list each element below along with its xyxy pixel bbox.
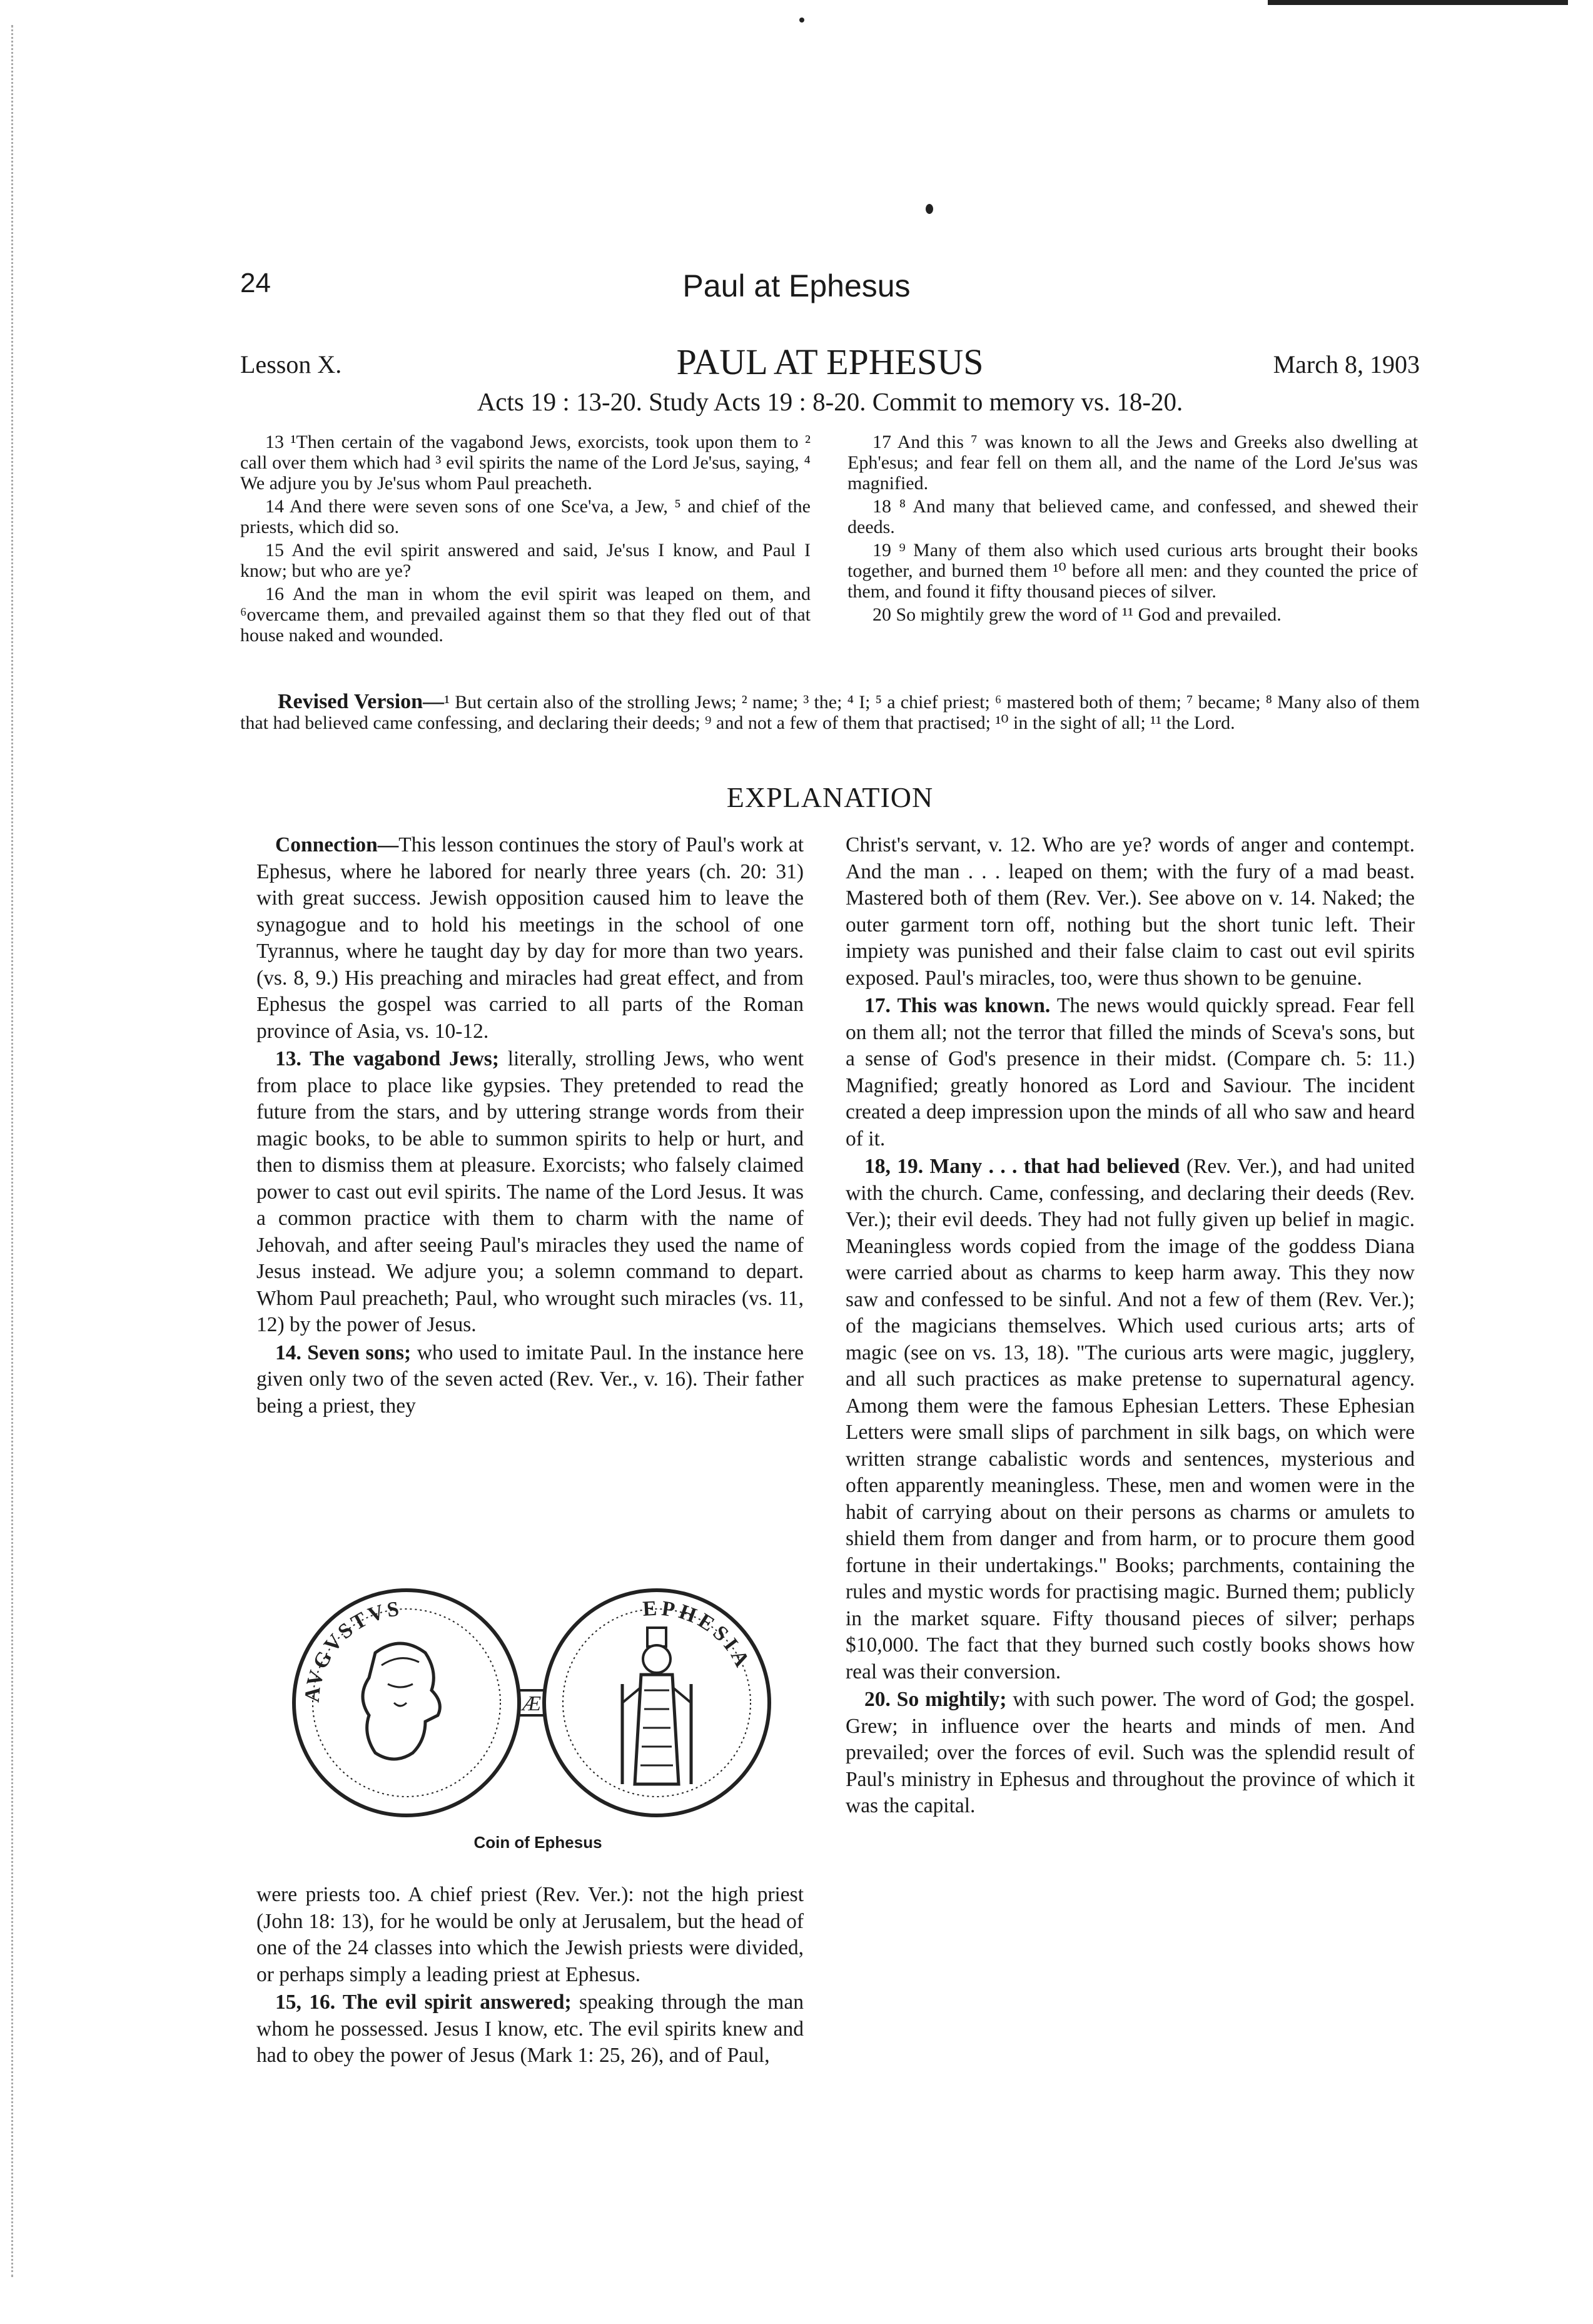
paragraph xyxy=(846,993,1415,1152)
paragraph xyxy=(846,1687,1415,1820)
paragraph-text: Christ's servant, v. 12. Who are ye? words of anger and contempt. And the man . . . leaped on them; with the fury of a mad beast. Mastered both of them (Rev. Ver.). See above on v. 14. Naked; the outer garment torn off, nothing but the short tunic left. Their impiety was punished and their false claim to cast out evil spirits exposed. Paul's miracles, too, were thus shown to be genuine. xyxy=(846,833,1415,990)
paragraph-lead: 18, 19. Many . . . that had believed xyxy=(864,1155,1180,1178)
paragraph-text: with such power. The word of God; the gospel. Grew; in influence over the hearts and minds of men. And prevailed; over the forces of evil. Such was the splendid result of Paul's ministry in Ephesus and throughout the province of which it was the capital. xyxy=(846,1688,1415,1817)
paragraph-text: (Rev. Ver.), and had united with the church. Came, confessing, and declaring their deeds (Rev. Ver.); their evil deeds. They had not fully given up belief in magic. Meaningless words copied from the image of the goddess Diana were carried about as charms to keep harm away. This they now saw and confessed to be sinful. And not a few of them (Rev. Ver.); of the magicians themselves. Which used curious arts; arts of magic (see on vs. 13, 18). "The curious arts were magic, jugglery, and all such practices as make pretense to supernatural agency. Among them were the famous Ephesian Letters. These Ephesian Letters were small slips of parchment in silk bags, on which were written strange cabalistic words and sentences, mysterious and often apparently meaningless. These, men and women were in the habit of carrying about on their persons as charms or amulets to shield them from danger and from harm, or to procure them good fortune in their undertakings." Books; parchments, containing the rules and mystic words for practising magic. Burned them; publicly in the market square. Fifty thousand pieces of silver; perhaps $10,000. The fact that they burned such costly books shows how real was their conversion. xyxy=(846,1155,1415,1683)
running-title: Paul at Ephesus xyxy=(682,268,911,303)
figure-caption: Coin of Ephesus xyxy=(473,1833,602,1852)
paragraph xyxy=(256,1046,804,1339)
paragraph-lead: 17. This was known. xyxy=(864,994,1051,1017)
explanation-left-column-bottom xyxy=(256,1882,804,2071)
scripture-references: Acts 19 : 13-20. Study Acts 19 : 8-20. Commit to memory vs. 18-20. xyxy=(477,387,1183,416)
lesson-date: March 8, 1903 xyxy=(1273,350,1420,378)
lesson-number: Lesson X. xyxy=(240,350,342,378)
verse: 16 And the man in whom the evil spirit was leaped on them, and ⁶overcame them, and prevailed against them so that they fled out of that house naked and wounded. xyxy=(240,584,811,646)
coin-of-ephesus-illustration xyxy=(281,1578,794,1828)
verse: 18 ⁸ And many that believed came, and confessed, and shewed their deeds. xyxy=(847,496,1418,537)
explanation-right-column xyxy=(846,832,1415,1821)
revised-version-note xyxy=(240,691,1420,733)
lesson-title: PAUL AT EPHESUS xyxy=(676,342,984,382)
paragraph xyxy=(256,1340,804,1420)
paragraph xyxy=(256,1989,804,2069)
paragraph xyxy=(846,1154,1415,1685)
coin-inscription-right: EPHESIA xyxy=(642,1596,756,1674)
verse: 15 And the evil spirit answered and said, Je'sus I know, and Paul I know; but who are ye? xyxy=(240,540,811,581)
svg-text:Æ: Æ xyxy=(522,1692,542,1715)
coin-figure xyxy=(281,1578,794,1852)
paragraph-text: speaking through the man whom he possessed. Jesus I know, etc. The evil spirits knew and had to obey the power of Jesus (Mark 1: 25, 26), and of Paul, xyxy=(256,1991,804,2067)
scripture-right-column xyxy=(847,432,1418,627)
paragraph-text: who used to imitate Paul. In the instance here given only two of the seven acted (Rev. Ver., v. 16). Their father being a priest, they xyxy=(256,1341,804,1418)
paragraph-lead: Connection— xyxy=(275,833,399,856)
paragraph-lead: 13. The vagabond Jews; xyxy=(275,1047,499,1070)
verse: 19 ⁹ Many of them also which used curious arts brought their books together, and burned them ¹⁰ before all men: and they counted the price of them, and found it fifty thousand pieces of silver. xyxy=(847,540,1418,602)
ink-speck xyxy=(926,204,933,214)
explanation-left-column-top xyxy=(256,832,804,1421)
paragraph xyxy=(256,832,804,1045)
margin-scan-artifact xyxy=(11,25,17,2277)
paragraph-text: This lesson continues the story of Paul's work at Ephesus, where he labored for nearly three years (ch. 20: 31) with great success. Jewish opposition caused him to leave the synagogue and to hold his meetings in the school of one Tyrannus, where he taught day by day for more than two years. (vs. 8, 9.) His preaching and miracles had great effect, and from Ephesus the gospel was carried to all parts of the Roman province of Asia, vs. 10-12. xyxy=(256,833,804,1043)
scripture-left-column xyxy=(240,432,811,648)
lesson-header xyxy=(240,341,1420,385)
explanation-heading: EXPLANATION xyxy=(726,781,934,813)
revised-version-label: Revised Version— xyxy=(278,690,445,713)
ink-speck xyxy=(799,18,804,23)
verse: 20 So mightily grew the word of ¹¹ God and prevailed. xyxy=(872,604,1282,625)
verse: 17 And this ⁷ was known to all the Jews and Greeks also dwelling at Eph'esus; and fear fell on them all, and the name of the Lord Je'sus was magnified. xyxy=(847,432,1418,494)
paragraph-lead: 15, 16. The evil spirit answered; xyxy=(275,1991,572,2014)
paragraph xyxy=(846,832,1415,992)
paragraph-lead: 14. Seven sons; xyxy=(275,1341,412,1364)
revised-version-text: ¹ But certain also of the strolling Jews; ² name; ³ the; ⁴ I; ⁵ a chief priest; ⁶ mastered both of them; ⁷ became; ⁸ Many also of them that had believed came confessing, and declaring their deeds; ⁹ and not a few of them that practised; ¹⁰ in the sight of all; ¹¹ the Lord. xyxy=(240,692,1420,733)
paragraph-lead: 20. So mightily; xyxy=(864,1688,1007,1711)
verse: 13 ¹Then certain of the vagabond Jews, exorcists, took upon them to ² call over them which had ³ evil spirits the name of the Lord Je'sus, saying, ⁴ We adjure you by Je'sus whom Paul preacheth. xyxy=(240,432,811,494)
page-number: 24 xyxy=(240,268,271,298)
paragraph xyxy=(256,1882,804,1988)
paragraph-text: The news would quickly spread. Fear fell on them all; not the terror that filled the minds of Sceva's sons, but a sense of God's presence in their midst. (Compare ch. 5: 11.) Magnified; greatly honored as Lord and Saviour. The incident created a deep impression upon the minds of all who saw and heard of it. xyxy=(846,994,1415,1150)
paragraph-text: were priests too. A chief priest (Rev. Ver.): not the high priest (John 18: 13), for he would be only at Jerusalem, but the head of one of the 24 classes into which the Jewish priests were divided, or perhaps simply a leading priest at Ephesus. xyxy=(256,1883,804,1986)
paragraph-text: literally, strolling Jews, who went from place to place like gypsies. They pretended to read the future from the stars, and by uttering strange words from their magic books, to be able to summon spirits to help or hurt, and then to dismiss them at pleasure. Exorcists; who falsely claimed power to cast out evil spirits. The name of the Lord Jesus. It was a common practice with them to charm with the name of Jehovah, and after seeing Paul's miracles they used the name of Jesus instead. We adjure you; a solemn command to depart. Whom Paul preacheth; Paul, who wrought such miracles (vs. 11, 12) by the power of Jesus. xyxy=(256,1047,804,1336)
verse: 14 And there were seven sons of one Sce'va, a Jew, ⁵ and chief of the priests, which did so. xyxy=(240,496,811,537)
scan-edge-mark xyxy=(1268,0,1568,5)
coin-inscription-left: AVGVSTVS xyxy=(300,1596,403,1703)
running-head xyxy=(0,268,1593,312)
